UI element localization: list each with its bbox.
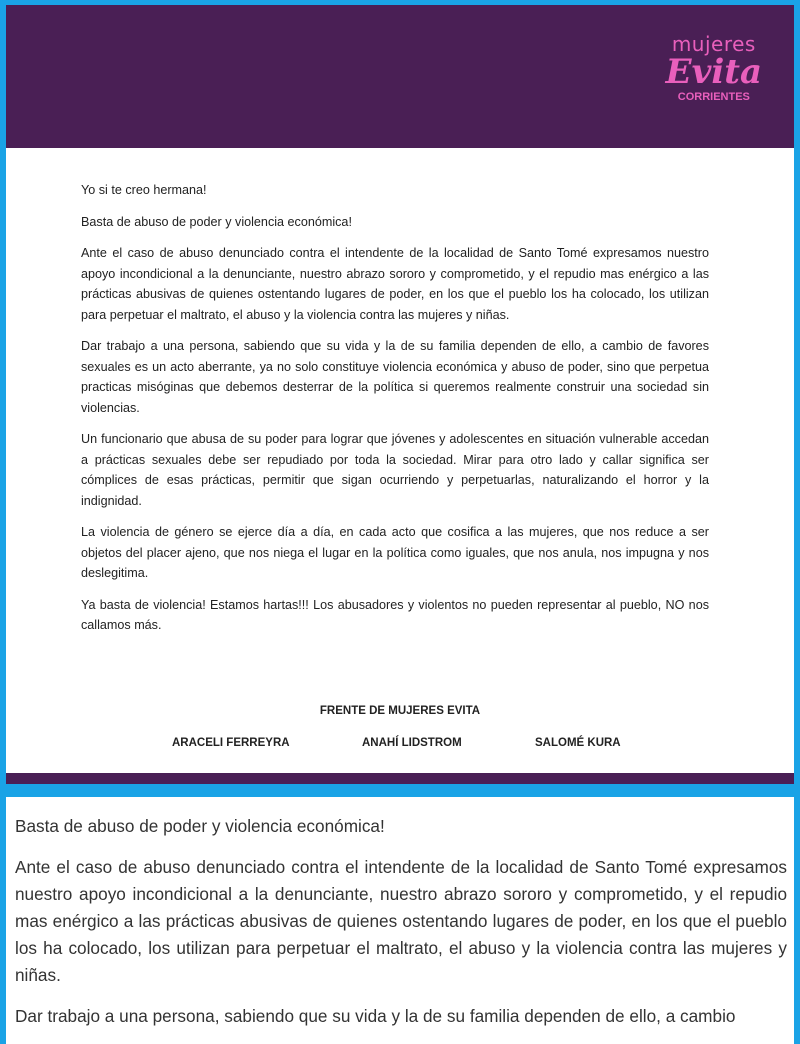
letter-paragraph: Dar trabajo a una persona, sabiendo que su vida y la de su familia dependen de ello, a cambio de favores sexuales es un acto aberrante, ya no solo constituye violencia económica y abuso de poder, sino que perpetua practicas misóginas que debemos desterrar de la política si queremos realmente construir una sociedad sin violencias. <box>81 339 709 415</box>
letter-body <box>81 180 709 647</box>
zoomed-text <box>15 813 787 1044</box>
letter-paragraph: Ya basta de violencia! Estamos hartas!!! Los abusadores y violentos no pueden representar al pueblo, NO nos callamos más. <box>81 597 709 632</box>
signer-name: ANAHÍ LIDSTROM <box>362 737 462 749</box>
signer-name: SALOMÉ KURA <box>535 737 621 749</box>
letter-paragraph: Yo si te creo hermana! <box>81 183 207 197</box>
footer-band <box>6 773 794 784</box>
zoom-paragraph: Ante el caso de abuso denunciado contra el intendente de la localidad de Santo Tomé expresamos nuestro apoyo incondicional a la denunciante, nuestro abrazo sororo y comprometido, y el repudio mas enérgico a las prácticas abusivas de quienes ostentando lugares de poder, en los que el pueblo los ha colocado, los utilizan para perpetuar el maltrato, el abuso y la violencia contra las mujeres y niñas. <box>15 857 787 985</box>
zoomed-excerpt <box>6 797 794 1044</box>
letter-paragraph: Ante el caso de abuso denunciado contra el intendente de la localidad de Santo Tomé expresamos nuestro apoyo incondicional a la denunciante, nuestro abrazo sororo y comprometido, y el repudio mas enérgico a las prácticas abusivas de quienes ostentando lugares de poder, en los que el pueblo los ha colocado, los utilizan para perpetuar el maltrato, el abuso y la violencia contra las mujeres y niñas. <box>81 246 709 322</box>
logo-line-corrientes: CORRIENTES <box>677 91 750 103</box>
logo-line-evita: Evita <box>665 52 762 92</box>
zoom-paragraph: Dar trabajo a una persona, sabiendo que su vida y la de su familia dependen de ello, a cambio <box>15 1006 736 1026</box>
letter-paragraph: La violencia de género se ejerce día a día, en cada acto que cosifica a las mujeres, que nos reduce a ser objetos del placer ajeno, que nos niega el lugar en la política como iguales, que nos anula, nos impugna y nos deslegitima. <box>81 525 709 580</box>
letter-paragraph: Un funcionario que abusa de su poder para lograr que jóvenes y adolescentes en situación vulnerable accedan a prácticas sexuales debe ser repudiado por toda la sociedad. Mirar para otro lado y callar significa ser cómplices de esas prácticas, permitir que sigan ocurriendo y perpetuarlas, naturalizando el horror y la indignidad. <box>81 432 709 508</box>
signer-name: ARACELI FERREYRA <box>172 737 290 749</box>
logo-line-mujeres: mujeres <box>671 32 756 56</box>
zoom-paragraph: Basta de abuso de poder y violencia económica! <box>15 816 385 836</box>
mujeres-evita-logo <box>666 33 762 105</box>
organization-name: FRENTE DE MUJERES EVITA <box>319 705 481 717</box>
letter-paragraph: Basta de abuso de poder y violencia económica! <box>81 214 352 229</box>
letter-document <box>6 5 794 784</box>
header-band <box>6 5 794 148</box>
